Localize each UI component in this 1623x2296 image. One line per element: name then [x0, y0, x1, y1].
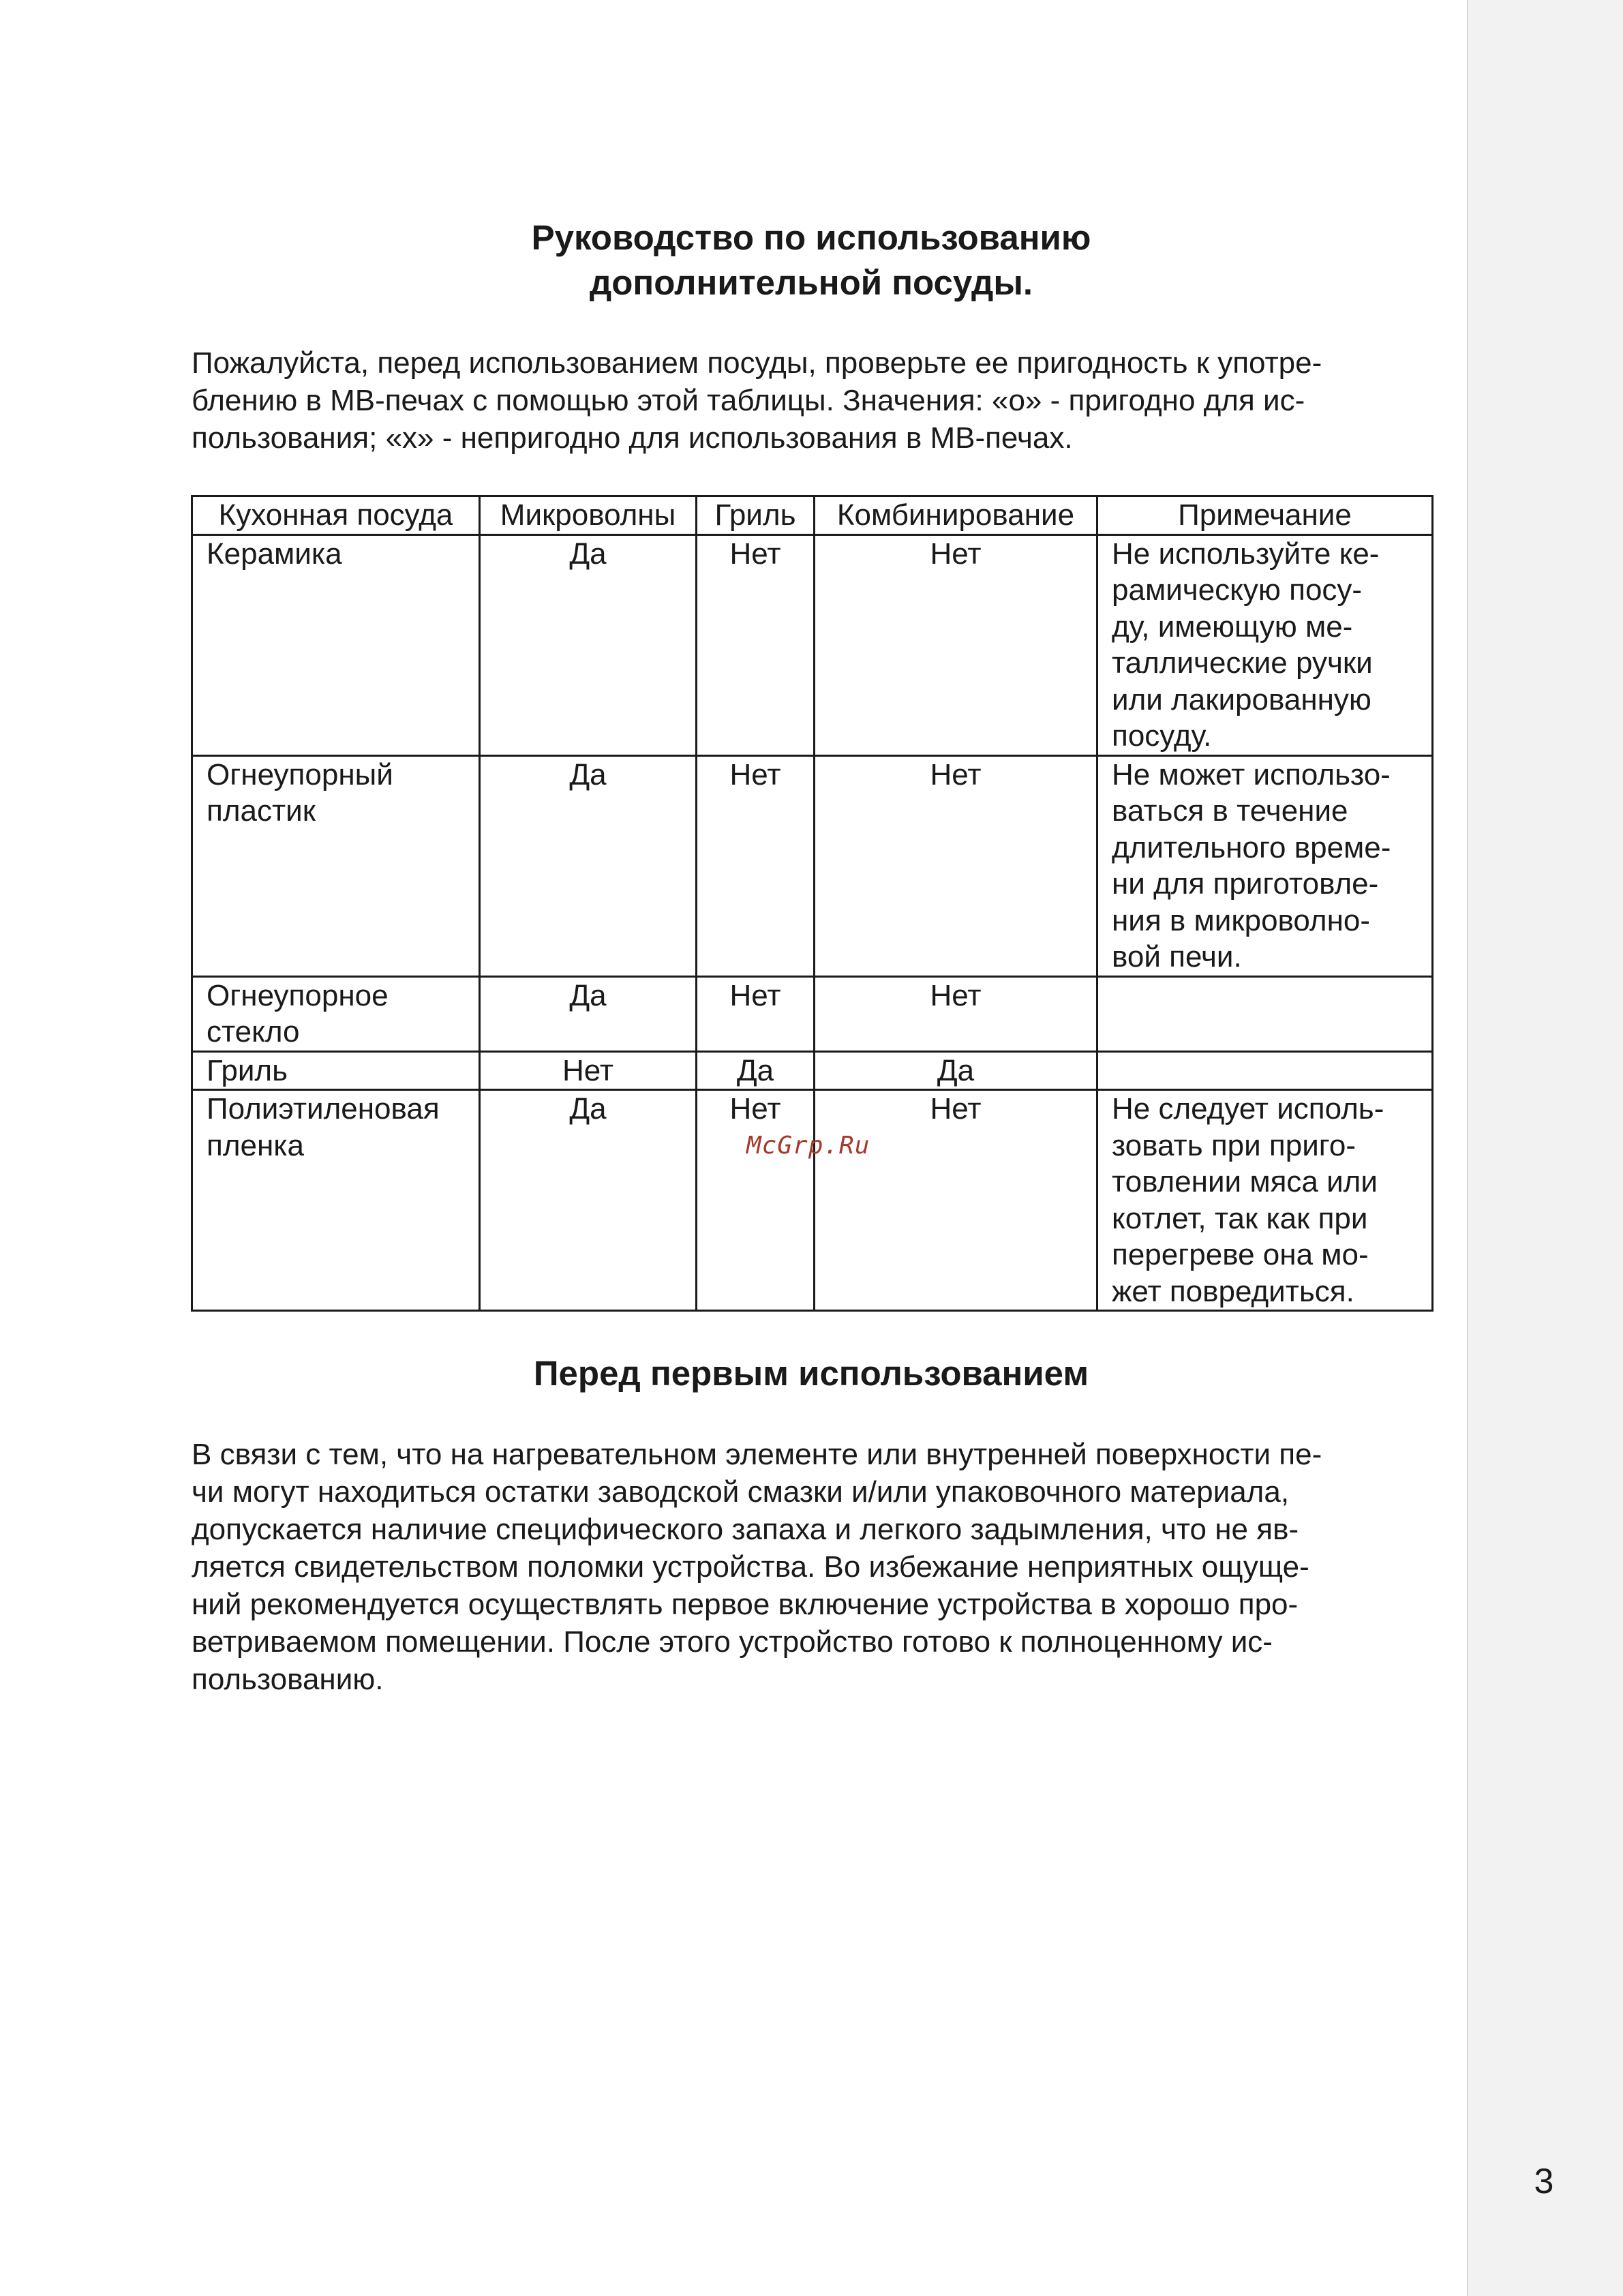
- cell-grill: Нет: [697, 976, 815, 1051]
- watermark-text: McGrp.Ru: [746, 1132, 870, 1160]
- paragraph-line: Пожалуйста, перед использованием посуды, проверьте ее пригодность к употре-: [192, 346, 1322, 380]
- note-line: таллические ручки: [1112, 646, 1373, 680]
- section-title-cookware-guide: [191, 215, 1431, 305]
- cell-combination: Нет: [815, 976, 1097, 1051]
- header-microwave: Микроволны: [480, 496, 697, 535]
- note-line: ния в микроволно-: [1112, 903, 1371, 937]
- cell-cookware: [192, 976, 480, 1051]
- title-line: Руководство по использованию: [531, 218, 1091, 257]
- cell-note: [1097, 1090, 1433, 1311]
- note-line: зовать при приго-: [1112, 1128, 1356, 1162]
- cell-combination: Нет: [815, 1090, 1097, 1311]
- note-line: ни для приготовле-: [1112, 867, 1379, 901]
- note-line: ду, имеющую ме-: [1112, 609, 1353, 644]
- header-note: Примечание: [1097, 496, 1433, 535]
- cell-combination: Да: [815, 1051, 1097, 1090]
- table-header-row: [192, 496, 1433, 535]
- section-title-first-use: Перед первым использованием: [533, 1354, 1089, 1393]
- paragraph-line: ветриваемом помещении. После этого устройство готово к полноценному ис-: [192, 1625, 1273, 1659]
- table-row: [192, 1051, 1433, 1090]
- note-line: посуду.: [1112, 719, 1212, 753]
- cell-text: пластик: [207, 794, 316, 828]
- note-line: вой печи.: [1112, 940, 1242, 973]
- paragraph-line: ний рекомендуется осуществлять первое включение устройства в хорошо про-: [192, 1588, 1299, 1621]
- first-use-paragraph: [192, 1436, 1432, 1698]
- header-cookware: Кухонная посуда: [192, 496, 480, 535]
- table-row: [192, 534, 1433, 755]
- header-combination: Комбинирование: [815, 496, 1097, 535]
- note-line: жет повредиться.: [1112, 1274, 1354, 1308]
- cell-text: стекло: [207, 1015, 300, 1048]
- note-line: котлет, так как при: [1112, 1201, 1368, 1235]
- cell-text: Гриль: [207, 1053, 288, 1087]
- table-row: [192, 976, 1433, 1051]
- paragraph-line: чи могут находиться остатки заводской смазки и/или упаковочного материала,: [192, 1475, 1290, 1509]
- table-row: [192, 1090, 1433, 1311]
- note-line: Не используйте ке-: [1112, 537, 1380, 571]
- note-line: ваться в течение: [1112, 794, 1348, 828]
- table-row: [192, 755, 1433, 976]
- paragraph-line: ляется свидетельством поломки устройства. Во избежание неприятных ощуще-: [192, 1550, 1309, 1584]
- cell-microwave: Да: [480, 534, 697, 755]
- note-line: длительного време-: [1112, 830, 1391, 864]
- title-line: дополнительной посуды.: [589, 263, 1033, 302]
- header-grill: Гриль: [697, 496, 815, 535]
- note-line: или лакированную: [1112, 682, 1371, 716]
- cell-microwave: Да: [480, 1090, 697, 1311]
- cell-text: Керамика: [207, 537, 342, 571]
- cookware-compatibility-table: [191, 495, 1434, 1312]
- cell-microwave: Да: [480, 976, 697, 1051]
- cell-grill: Нет: [697, 534, 815, 755]
- cell-microwave: Да: [480, 755, 697, 976]
- cell-text: Огнеупорное: [207, 978, 389, 1012]
- paragraph-line: пользования; «х» - непригодно для использования в МВ-печах.: [192, 421, 1073, 455]
- cell-combination: Нет: [815, 755, 1097, 976]
- cell-cookware: [192, 1051, 480, 1090]
- note-line: Не следует исполь-: [1112, 1092, 1384, 1126]
- cell-note-empty: [1097, 1051, 1433, 1090]
- paragraph-line: В связи с тем, что на нагревательном элементе или внутренней поверхности пе-: [192, 1438, 1322, 1471]
- cell-combination: Нет: [815, 534, 1097, 755]
- cell-grill: Нет: [697, 1090, 815, 1311]
- page-margin-strip: [1467, 0, 1623, 2296]
- cell-note-empty: [1097, 976, 1433, 1051]
- cell-grill: Нет: [697, 755, 815, 976]
- cell-grill: Да: [697, 1051, 815, 1090]
- paragraph-line: пользованию.: [192, 1663, 384, 1696]
- paragraph-line: блению в МВ-печах с помощью этой таблицы. Значения: «о» - пригодно для ис-: [192, 384, 1305, 417]
- note-line: товлении мяса или: [1112, 1165, 1378, 1198]
- cell-text: Полиэтиленовая: [207, 1092, 440, 1126]
- cell-note: [1097, 534, 1433, 755]
- cell-cookware: [192, 755, 480, 976]
- note-line: перегреве она мо-: [1112, 1238, 1369, 1271]
- page-number: 3: [1534, 2162, 1554, 2201]
- cell-cookware: [192, 1090, 480, 1311]
- paragraph-line: допускается наличие специфического запаха и легкого задымления, что не яв-: [192, 1513, 1299, 1546]
- cell-text: Огнеупорный: [207, 757, 393, 791]
- cell-cookware: [192, 534, 480, 755]
- cell-microwave: Нет: [480, 1051, 697, 1090]
- note-line: рамическую посу-: [1112, 573, 1363, 607]
- note-line: Не может использо-: [1112, 757, 1391, 791]
- intro-paragraph: [192, 344, 1432, 457]
- cell-text: пленка: [207, 1128, 304, 1162]
- cell-note: [1097, 755, 1433, 976]
